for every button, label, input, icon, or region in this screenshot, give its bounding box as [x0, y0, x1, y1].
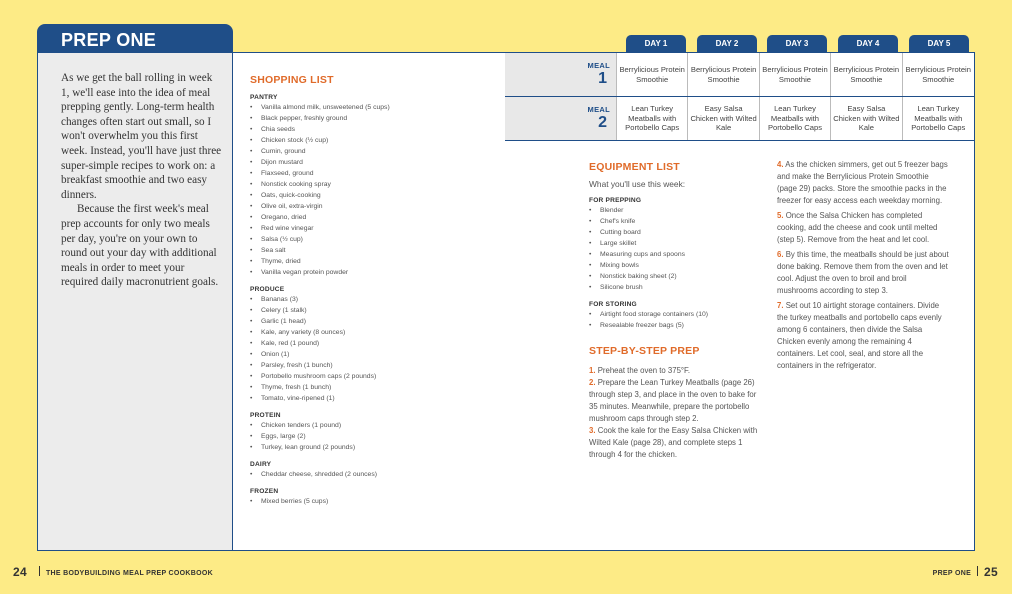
shopping-section-items — [250, 469, 490, 480]
step-item — [777, 249, 949, 297]
page-number-left: 24 — [13, 565, 27, 579]
list-item: • Measuring cups and spoons — [589, 249, 764, 260]
meal-cell: Easy Salsa Chicken with Wilted Kale — [688, 97, 759, 140]
footer-divider — [39, 566, 40, 576]
day-tab-5: DAY 5 — [909, 35, 969, 53]
list-item: • Kale, red (1 pound) — [250, 338, 490, 349]
footer-right — [933, 565, 998, 579]
step-text: Preheat the oven to 375°F. — [597, 366, 691, 375]
page-number-right: 25 — [984, 565, 998, 579]
list-item: • Resealable freezer bags (5) — [589, 320, 764, 331]
meal-cell: Lean Turkey Meatballs with Portobello Caps — [760, 97, 831, 140]
list-item: • Cheddar cheese, shredded (2 ounces) — [250, 469, 490, 480]
shopping-section-items — [250, 496, 490, 507]
footer-divider — [977, 566, 978, 576]
list-item: • Red wine vinegar — [250, 223, 490, 234]
step-text: Cook the kale for the Easy Salsa Chicken with Wilted Kale (page 28), and complete steps 1 through 4 for the chicken. — [589, 426, 758, 459]
meal-cell: Berrylicious Protein Smoothie — [831, 53, 902, 96]
prepping-list — [589, 205, 764, 293]
day-tab-1: DAY 1 — [626, 35, 686, 53]
intro-paragraph-2: Because the first week's meal prep accounts for only two meals per day, you're on your own to round out your day with additional meals in order to meet your required daily macronutrient goals. — [61, 203, 219, 289]
step-item — [589, 425, 764, 461]
shopping-section-items — [250, 420, 490, 453]
page-title: PREP ONE — [37, 24, 233, 54]
meal-cell: Berrylicious Protein Smoothie — [688, 53, 759, 96]
meal-number: 1 — [598, 70, 607, 87]
list-item: • Blender — [589, 205, 764, 216]
list-item: • Olive oil, extra-virgin — [250, 201, 490, 212]
list-item: • Chicken tenders (1 pound) — [250, 420, 490, 431]
list-item: • Silicone brush — [589, 282, 764, 293]
list-item: • Salsa (½ cup) — [250, 234, 490, 245]
list-item: • Thyme, fresh (1 bunch) — [250, 382, 490, 393]
meal-cell: Berrylicious Protein Smoothie — [617, 53, 688, 96]
list-item: • Tomato, vine-ripened (1) — [250, 393, 490, 404]
list-item: • Nonstick cooking spray — [250, 179, 490, 190]
list-item: • Sea salt — [250, 245, 490, 256]
chapter-title: PREP ONE — [932, 570, 972, 577]
step-item — [589, 365, 764, 377]
meal-label — [505, 53, 617, 96]
equipment-lead: What you'll use this week: — [589, 179, 686, 189]
meal-row-2 — [505, 97, 974, 141]
list-item: • Eggs, large (2) — [250, 431, 490, 442]
step-number: 5. — [777, 211, 784, 220]
meal-word: MEAL — [587, 61, 610, 70]
shopping-section-items — [250, 102, 490, 278]
step-number: 7. — [777, 301, 784, 310]
for-storing-heading: FOR STORING — [589, 301, 637, 308]
shopping-section-heading: PROTEIN — [250, 412, 281, 419]
list-item: • Portobello mushroom caps (2 pounds) — [250, 371, 490, 382]
list-item: • Vanilla almond milk, unsweetened (5 cups) — [250, 102, 490, 113]
list-item: • Thyme, dried — [250, 256, 490, 267]
meal-plan-table — [505, 53, 974, 141]
step-text: Once the Salsa Chicken has completed cooking, add the cheese and cook until melted (step 5). Remove from the heat and let cool. — [777, 211, 938, 244]
meal-number: 2 — [598, 114, 607, 131]
list-item: • Large skillet — [589, 238, 764, 249]
shopping-sections — [250, 94, 490, 507]
step-number: 6. — [777, 250, 784, 259]
day-tab-2: DAY 2 — [697, 35, 757, 53]
list-item: • Dijon mustard — [250, 157, 490, 168]
step-number: 3. — [589, 426, 596, 435]
shopping-list — [250, 74, 490, 507]
step-text: By this time, the meatballs should be just about done baking. Remove them from the oven and let cool. Adjust the oven to broil and broil mushrooms according to step 3. — [777, 250, 949, 295]
meal-row-1 — [505, 53, 974, 97]
day-tab-3: DAY 3 — [767, 35, 827, 53]
shopping-section-items — [250, 294, 490, 404]
meal-cell: Berrylicious Protein Smoothie — [760, 53, 831, 96]
list-item: • Garlic (1 head) — [250, 316, 490, 327]
book-title: THE BODYBUILDING MEAL PREP COOKBOOK — [45, 570, 213, 577]
meal-cell: Berrylicious Protein Smoothie — [905, 65, 971, 84]
step-item — [777, 210, 949, 246]
list-item: • Nonstick baking sheet (2) — [589, 271, 764, 282]
step-text: Set out 10 airtight storage containers. Divide the turkey meatballs and portobello caps evenly among 6 containers, then divide the Salsa Chicken evenly among the remaining 4 containers. Let cool, seal, and store all the containers in the refrigerator. — [777, 301, 942, 370]
list-item: • Onion (1) — [250, 349, 490, 360]
list-item: • Cutting board — [589, 227, 764, 238]
step-text: Prepare the Lean Turkey Meatballs (page 26) through step 3, and place in the oven to bake for 35 minutes. Meanwhile, prepare the portobello mushroom caps through step 2. — [589, 378, 757, 423]
list-item: • Chia seeds — [250, 124, 490, 135]
step-text: As the chicken simmers, get out 5 freezer bags and make the Berrylicious Protein Smoothie (page 29) packs. Store the smoothie packs in the freezer for easy access each weekday morning. — [777, 160, 948, 205]
step-number: 1. — [589, 366, 596, 375]
shopping-section-heading: PRODUCE — [250, 286, 285, 293]
for-prepping-heading: FOR PREPPING — [589, 197, 642, 204]
list-item: • Chicken stock (½ cup) — [250, 135, 490, 146]
steps-left — [589, 365, 764, 461]
list-item: • Turkey, lean ground (2 pounds) — [250, 442, 490, 453]
step-item — [777, 159, 949, 207]
shopping-section-heading: PANTRY — [250, 94, 278, 101]
meal-cell: Lean Turkey Meatballs with Portobello Caps — [617, 97, 688, 140]
shopping-section-heading: FROZEN — [250, 488, 279, 495]
list-item: • Mixing bowls — [589, 260, 764, 271]
meal-cell: Lean Turkey Meatballs with Portobello Caps — [911, 104, 966, 133]
storing-list — [589, 309, 764, 331]
meal-cell: Easy Salsa Chicken with Wilted Kale — [831, 97, 902, 140]
list-item: • Black pepper, freshly ground — [250, 113, 490, 124]
meal-word: MEAL — [587, 105, 610, 114]
step-by-step-title: STEP-BY-STEP PREP — [589, 345, 700, 357]
shopping-section-heading: DAIRY — [250, 461, 272, 468]
list-item: • Oats, quick-cooking — [250, 190, 490, 201]
list-item: • Kale, any variety (8 ounces) — [250, 327, 490, 338]
list-item: • Oregano, dried — [250, 212, 490, 223]
list-item: • Flaxseed, ground — [250, 168, 490, 179]
step-number: 4. — [777, 160, 784, 169]
meal-label — [505, 97, 617, 140]
list-item: • Airtight food storage containers (10) — [589, 309, 764, 320]
list-item: • Mixed berries (5 cups) — [250, 496, 490, 507]
list-item: • Parsley, fresh (1 bunch) — [250, 360, 490, 371]
equipment-list-title: EQUIPMENT LIST — [589, 161, 680, 173]
list-item: • Bananas (3) — [250, 294, 490, 305]
step-item — [589, 377, 764, 425]
footer-left — [13, 565, 213, 579]
list-item: • Vanilla vegan protein powder — [250, 267, 490, 278]
list-item: • Celery (1 stalk) — [250, 305, 490, 316]
day-tab-4: DAY 4 — [838, 35, 898, 53]
list-item: • Cumin, ground — [250, 146, 490, 157]
intro-sidebar — [38, 53, 233, 550]
shopping-list-title: SHOPPING LIST — [250, 74, 334, 86]
step-item — [777, 300, 949, 372]
list-item: • Chef's knife — [589, 216, 764, 227]
equipment-column — [589, 161, 764, 461]
intro-paragraph-1: As we get the ball rolling in week 1, we'll ease into the idea of meal prepping gently. Long-term health changes often start out small, so I won't overwhelm you this first week. Instead, you'll have just three super-simple recipes to work on: a breakfast smoothie and two easy dinners. — [61, 72, 222, 201]
step-number: 2. — [589, 378, 596, 387]
steps-right — [777, 159, 949, 375]
